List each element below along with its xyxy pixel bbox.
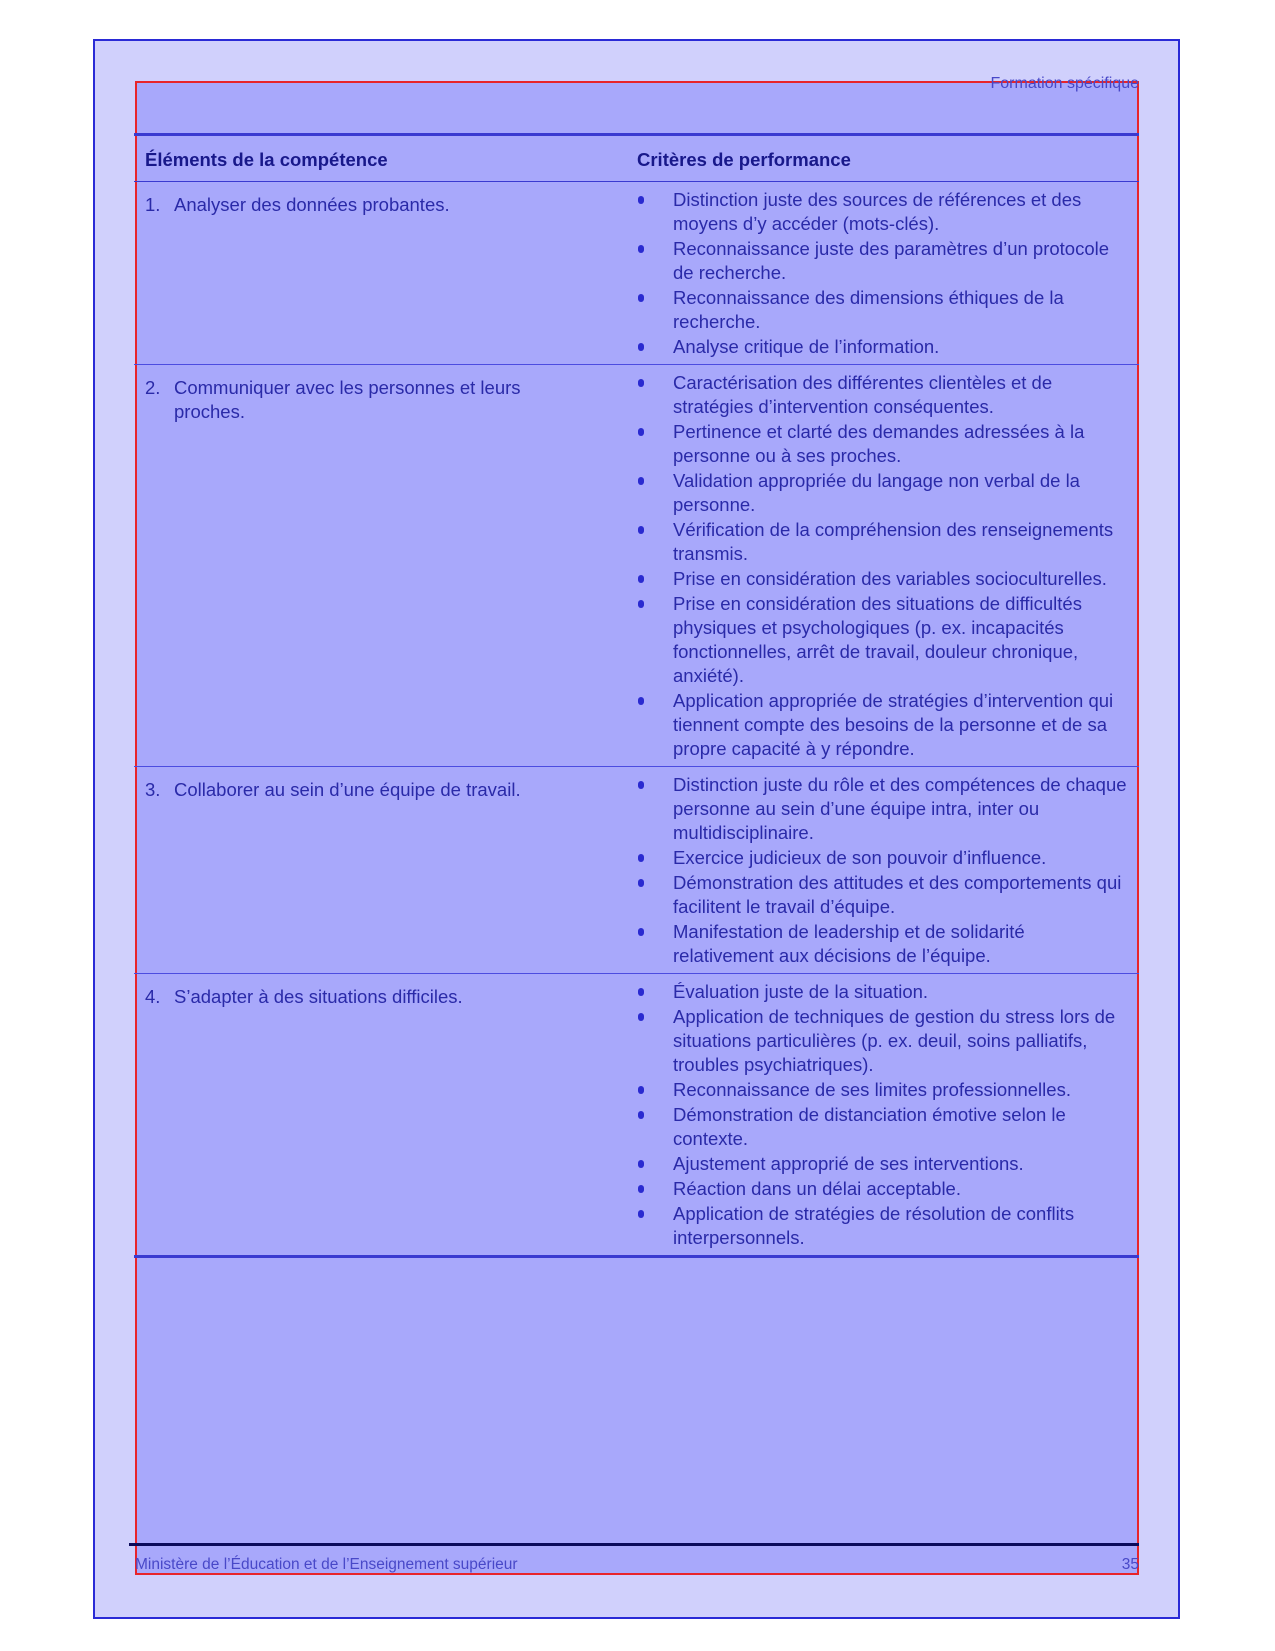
criterion-text: Distinction juste des sources de références et des moyens d’y accéder (mots-clés). <box>673 189 1082 234</box>
list-item <box>637 469 1139 517</box>
bullet-icon <box>638 854 644 862</box>
bullet-icon <box>638 245 644 253</box>
criterion-text: Réaction dans un délai acceptable. <box>673 1178 961 1199</box>
criterion-text: Démonstration de distanciation émotive selon le contexte. <box>673 1104 1066 1149</box>
criterion-text: Validation appropriée du langage non verbal de la personne. <box>673 470 1080 515</box>
performance-criteria <box>637 767 1139 973</box>
bullet-icon <box>638 1160 644 1168</box>
list-item <box>637 1103 1139 1151</box>
criteria-list <box>637 980 1139 1250</box>
criterion-text: Application de techniques de gestion du stress lors de situations particulières (p. ex. deuil, soins palliatifs, troubles psychiatriques). <box>673 1006 1116 1075</box>
criterion-text: Analyse critique de l’information. <box>673 336 940 357</box>
list-item <box>637 1177 1139 1201</box>
col-header-elements: Éléments de la compétence <box>145 149 388 170</box>
criterion-text: Reconnaissance juste des paramètres d’un protocole de recherche. <box>673 238 1110 283</box>
footer-publisher: Ministère de l’Éducation et de l’Enseignement supérieur <box>135 1556 518 1573</box>
criteria-list <box>637 371 1139 761</box>
table-body <box>134 182 1139 1255</box>
bullet-icon <box>638 988 644 996</box>
competence-element <box>134 767 637 973</box>
competence-table <box>134 133 1139 1258</box>
element-text: S’adapter à des situations difficiles. <box>174 986 463 1007</box>
list-item <box>637 689 1139 761</box>
criterion-text: Exercice judicieux de son pouvoir d’influence. <box>673 847 1047 868</box>
list-item <box>637 518 1139 566</box>
page-number: 35 <box>1121 1556 1139 1573</box>
bullet-icon <box>638 781 644 789</box>
element-text: Analyser des données probantes. <box>174 194 450 215</box>
element-number: 2. <box>145 377 161 398</box>
criterion-text: Démonstration des attitudes et des comportements qui facilitent le travail d’équipe. <box>673 872 1122 917</box>
list-item <box>637 871 1139 919</box>
bullet-icon <box>638 526 644 534</box>
criteria-list <box>637 188 1139 359</box>
performance-criteria <box>637 365 1139 766</box>
bullet-icon <box>638 379 644 387</box>
running-header: Formation spécifique <box>990 75 1139 92</box>
list-item <box>637 846 1139 870</box>
element-text: Collaborer au sein d’une équipe de travail. <box>174 779 521 800</box>
bullet-icon <box>638 294 644 302</box>
list-item <box>637 237 1139 285</box>
performance-criteria <box>637 974 1139 1255</box>
criteria-list <box>637 773 1139 968</box>
criterion-text: Vérification de la compréhension des renseignements transmis. <box>673 519 1114 564</box>
criterion-text: Reconnaissance de ses limites professionnelles. <box>673 1079 1071 1100</box>
criterion-text: Distinction juste du rôle et des compétences de chaque personne au sein d’une équipe intra, inter ou multidisciplinaire. <box>673 774 1127 843</box>
competence-element <box>134 182 637 364</box>
element-text: Communiquer avec les personnes et leurs proches. <box>174 377 521 422</box>
competence-element <box>134 365 637 766</box>
element-number: 3. <box>145 779 161 800</box>
performance-criteria <box>637 182 1139 364</box>
table-row <box>134 182 1139 365</box>
criterion-text: Caractérisation des différentes clientèles et de stratégies d’intervention conséquentes. <box>673 372 1053 417</box>
criterion-text: Ajustement approprié de ses interventions. <box>673 1153 1024 1174</box>
criterion-text: Prise en considération des situations de difficultés physiques et psychologiques (p. ex. incapacités fonctionnelles, arrêt de travail, douleur chronique, anxiété). <box>673 593 1082 686</box>
competence-element <box>134 974 637 1255</box>
criterion-text: Évaluation juste de la situation. <box>673 981 929 1002</box>
bullet-icon <box>638 477 644 485</box>
table-row <box>134 767 1139 974</box>
bullet-icon <box>638 1013 644 1021</box>
list-item <box>637 286 1139 334</box>
list-item <box>637 188 1139 236</box>
list-item <box>637 1078 1139 1102</box>
bullet-icon <box>638 196 644 204</box>
bullet-icon <box>638 879 644 887</box>
bullet-icon <box>638 1210 644 1218</box>
footer-rule <box>129 1543 1139 1546</box>
criterion-text: Application appropriée de stratégies d’intervention qui tiennent compte des besoins de la personne et de sa propre capacité à y répondre. <box>673 690 1114 759</box>
col-header-criteria: Critères de performance <box>637 149 851 170</box>
list-item <box>637 567 1139 591</box>
criterion-text: Reconnaissance des dimensions éthiques de la recherche. <box>673 287 1064 332</box>
bullet-icon <box>638 697 644 705</box>
bullet-icon <box>638 428 644 436</box>
bullet-icon <box>638 600 644 608</box>
bullet-icon <box>638 928 644 936</box>
list-item <box>637 773 1139 845</box>
bullet-icon <box>638 1185 644 1193</box>
criterion-text: Prise en considération des variables socioculturelles. <box>673 568 1107 589</box>
criterion-text: Application de stratégies de résolution de conflits interpersonnels. <box>673 1203 1075 1248</box>
list-item <box>637 371 1139 419</box>
list-item <box>637 592 1139 688</box>
table-row <box>134 365 1139 767</box>
list-item <box>637 335 1139 359</box>
list-item <box>637 1152 1139 1176</box>
list-item <box>637 980 1139 1004</box>
list-item <box>637 420 1139 468</box>
bullet-icon <box>638 575 644 583</box>
list-item <box>637 1005 1139 1077</box>
criterion-text: Pertinence et clarté des demandes adressées à la personne ou à ses proches. <box>673 421 1085 466</box>
element-number: 4. <box>145 986 161 1007</box>
list-item <box>637 920 1139 968</box>
table-header <box>134 136 1139 182</box>
table-row <box>134 974 1139 1255</box>
bullet-icon <box>638 343 644 351</box>
list-item <box>637 1202 1139 1250</box>
bullet-icon <box>638 1111 644 1119</box>
criterion-text: Manifestation de leadership et de solidarité relativement aux décisions de l’équipe. <box>673 921 1025 966</box>
element-number: 1. <box>145 194 161 215</box>
bullet-icon <box>638 1086 644 1094</box>
